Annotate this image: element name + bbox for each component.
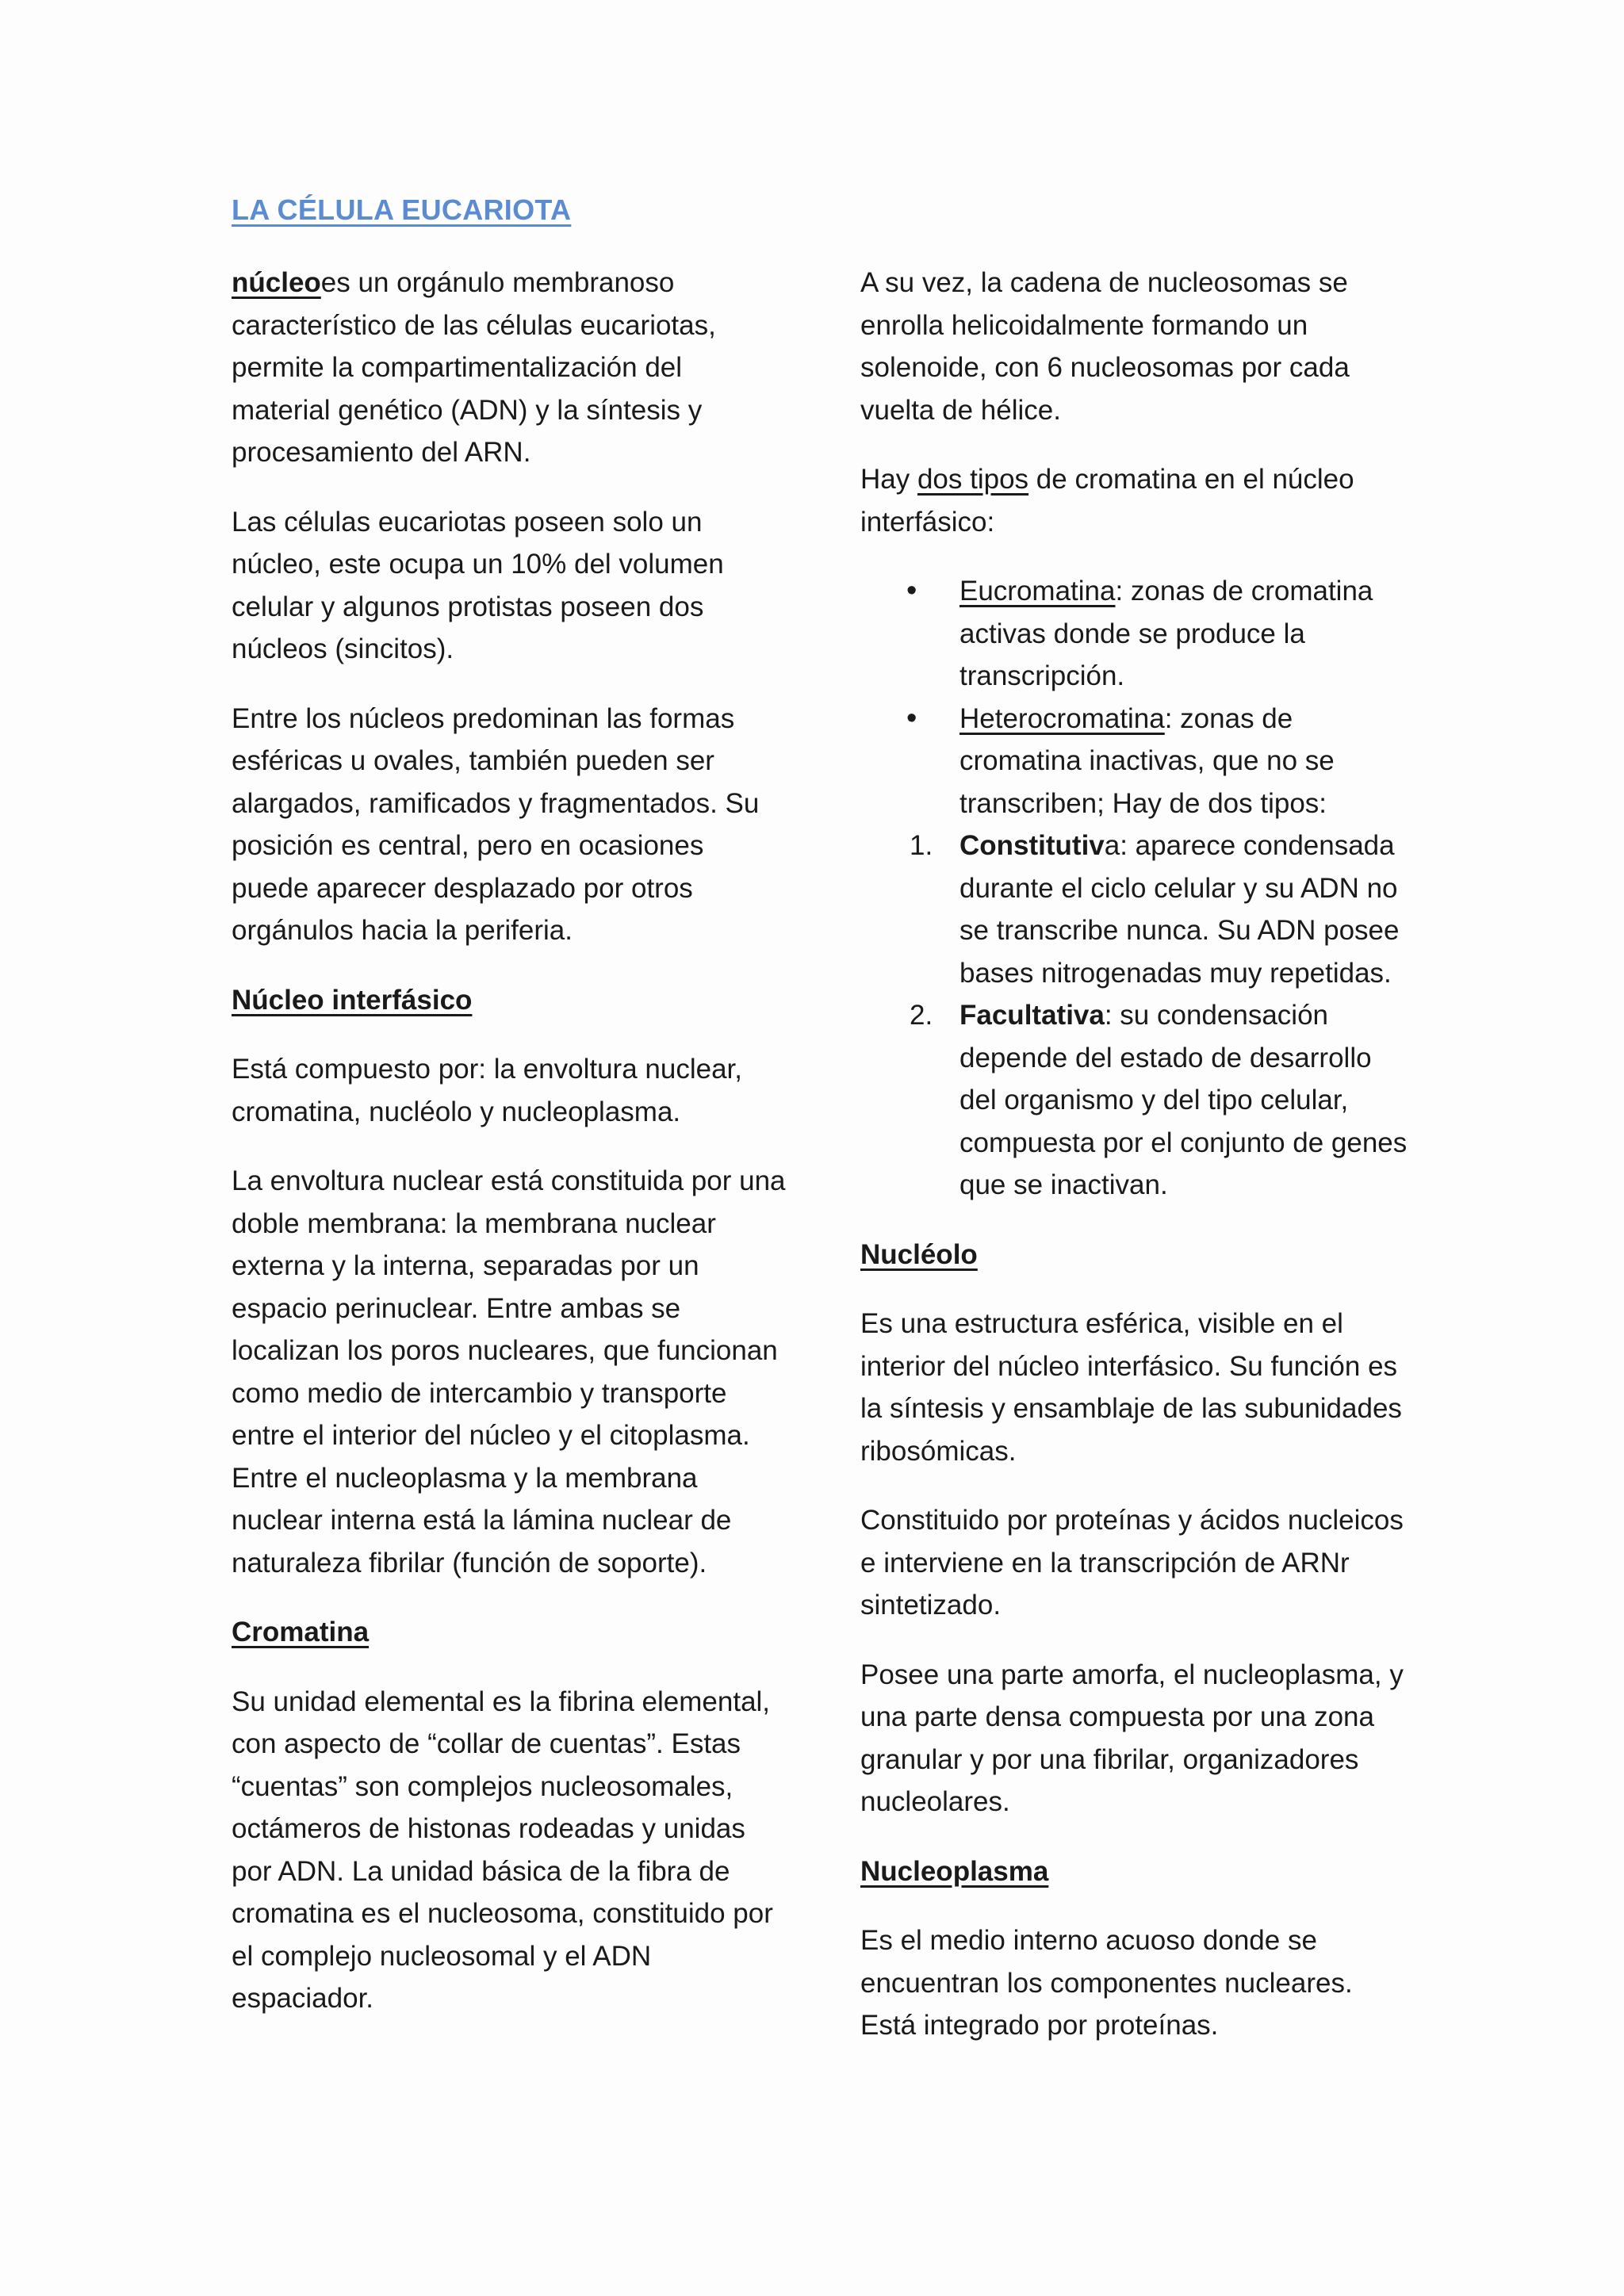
cromatina-types-list [860,570,1415,1207]
list-item: 2. Facultativa: su condensación depende del estado de desarrollo del organismo y del tipo celular, compuesta por el conjunto de genes que se inactivan. [910,1000,1408,1200]
paragraph-nucleo-number: Las células eucariotas poseen solo un núcleo, este ocupa un 10% del volumen celular y algunos protistas poseen dos núcleos (sincitos). [232,506,724,664]
term-nucleo: núcleo [232,267,321,298]
heading-nucleo-interfasico: Núcleo interfásico [232,984,473,1016]
heading-cromatina: Cromatina [232,1617,370,1647]
paragraph-nucleolo-parts: Posee una parte amorfa, el nucleoplasma, y una parte densa compuesta por una zona granular y por una fibrilar, organizadores nucleolares. [860,1659,1404,1817]
numbered-list [860,825,1415,1207]
paragraph-solenoide: A su vez, la cadena de nucleosomas se enrolla helicoidalmente formando un solenoide, con 6 nucleosomas por cada vuelta de hélice. [860,267,1350,426]
paragraph-nucleolo-structure: Es una estructura esférica, visible en el interior del núcleo interfásico. Su función es la síntesis y ensamblaje de las subunidades ribosómicas. [860,1308,1402,1467]
heading-nucleoplasma: Nucleoplasma [860,1855,1049,1887]
paragraph-composition: Está compuesto por: la envoltura nuclear, cromatina, nucléolo y nucleoplasma. [232,1054,742,1127]
paragraph-nucleoplasma: Es el medio interno acuoso donde se encuentran los componentes nucleares. Está integrado por proteínas. [860,1925,1353,2041]
paragraph-cromatina: Su unidad elemental es la fibrina elemental, con aspecto de “collar de cuentas”. Estas “cuentas” son complejos nucleosomales, octámeros de histonas rodeadas y unidas por ADN. La unidad básica de la fibra de cromatina es el nucleosoma, constituido por el complejo nucleosomal y el ADN espaciador. [232,1686,773,2014]
heading-nucleolo: Nucléolo [860,1238,978,1270]
paragraph-dos-tipos: Hay dos tipos de cromatina en el núcleo interfásico: [860,464,1354,538]
bullet-list [860,570,1415,825]
list-item: • Eucromatina: zonas de cromatina activas donde se produce la transcripción. [860,570,1415,698]
left-column [232,262,787,2047]
right-column [860,262,1415,2074]
paragraph-nucleo-shape: Entre los núcleos predominan las formas esféricas u ovales, también pueden ser alargados, ramificados y fragmentados. Su posición es central, pero en ocasiones puede aparecer desplazado por otros orgánulos hacia la periferia. [232,702,760,946]
paragraph-envoltura: La envoltura nuclear está constituida por una doble membrana: la membrana nuclear externa y la interna, separadas por un espacio perinuclear. Entre ambas se localizan los poros nucleares, que funcionan como medio de intercambio y transporte entre el interior del núcleo y el citoplasma. Entre el nucleoplasma y la membrana nuclear interna está la lámina nuclear de naturaleza fibrilar (función de soporte). [232,1165,786,1578]
list-item: 1. Constitutiva: aparece condensada durante el ciclo celular y su ADN no se transcribe nunca. Su ADN posee bases nitrogenadas muy repetidas. [910,830,1400,989]
paragraph-nucleo-intro: núcleoes un orgánulo membranoso característico de las células eucariotas, permite la compartimentalización del material genético (ADN) y la síntesis y procesamiento del ARN. [232,267,716,468]
page-title: LA CÉLULA EUCARIOTA [232,193,572,226]
paragraph-nucleolo-composition: Constituido por proteínas y ácidos nucleicos e interviene en la transcripción de ARNr sintetizado. [860,1505,1404,1621]
list-item: • Heterocromatina: zonas de cromatina inactivas, que no se transcriben; Hay de dos tipos: [860,698,1415,825]
